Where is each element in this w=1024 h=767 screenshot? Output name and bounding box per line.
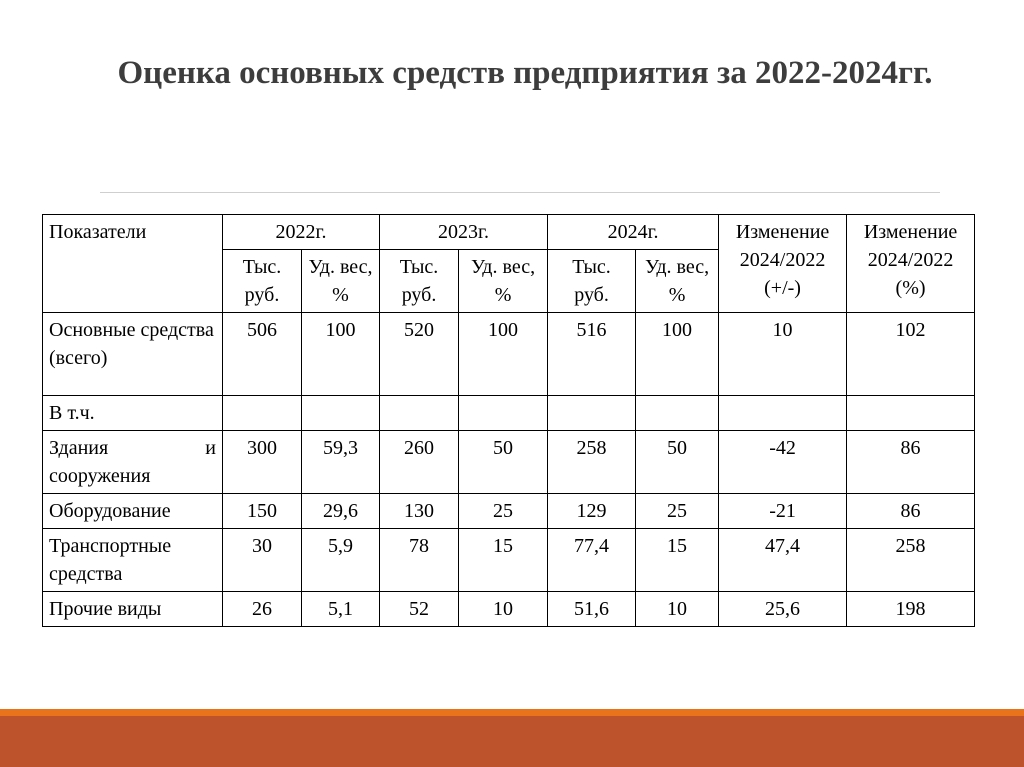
row-label: Основные средства (всего) xyxy=(43,313,223,396)
title-divider xyxy=(100,192,940,193)
table-cell: 30 xyxy=(223,529,302,592)
table-cell: 130 xyxy=(380,494,459,529)
row-label: В т.ч. xyxy=(43,396,223,431)
header-change-abs: Изменение 2024/2022 (+/-) xyxy=(719,215,847,313)
table-cell: 258 xyxy=(548,431,636,494)
table-cell: 25 xyxy=(636,494,719,529)
row-label: Оборудование xyxy=(43,494,223,529)
table-cell: 100 xyxy=(459,313,548,396)
table-row xyxy=(43,313,975,396)
table-cell: 15 xyxy=(636,529,719,592)
table-cell: 516 xyxy=(548,313,636,396)
table-cell: 15 xyxy=(459,529,548,592)
table-row xyxy=(43,431,975,494)
table-cell: 25 xyxy=(459,494,548,529)
table-cell: 258 xyxy=(847,529,975,592)
header-year-2023: 2023г. xyxy=(380,215,548,250)
table-cell: 52 xyxy=(380,592,459,627)
table-cell: 129 xyxy=(548,494,636,529)
table-cell: 102 xyxy=(847,313,975,396)
table-cell: 520 xyxy=(380,313,459,396)
table-cell: 150 xyxy=(223,494,302,529)
table-cell: 10 xyxy=(459,592,548,627)
table-cell xyxy=(302,396,380,431)
table-cell: 77,4 xyxy=(548,529,636,592)
table-cell: 86 xyxy=(847,431,975,494)
page-title: Оценка основных средств предприятия за 2022-2024гг. xyxy=(117,55,933,91)
table-cell: 5,9 xyxy=(302,529,380,592)
table-row xyxy=(43,396,975,431)
table-cell: 260 xyxy=(380,431,459,494)
header-unit: Тыс. руб. xyxy=(223,250,302,313)
footer-accent-stripe xyxy=(0,709,1024,716)
table-row xyxy=(43,494,975,529)
table-cell: 78 xyxy=(380,529,459,592)
header-unit: Тыс. руб. xyxy=(548,250,636,313)
table-cell: 29,6 xyxy=(302,494,380,529)
table-cell: 300 xyxy=(223,431,302,494)
fixed-assets-table xyxy=(42,214,975,627)
table-cell: 50 xyxy=(459,431,548,494)
table-cell: 51,6 xyxy=(548,592,636,627)
table-cell: -21 xyxy=(719,494,847,529)
table-cell xyxy=(636,396,719,431)
table-cell: 47,4 xyxy=(719,529,847,592)
table-cell xyxy=(548,396,636,431)
header-unit: Тыс. руб. xyxy=(380,250,459,313)
footer-accent-bar xyxy=(0,716,1024,767)
header-year-2024: 2024г. xyxy=(548,215,719,250)
table-cell: 26 xyxy=(223,592,302,627)
table-cell: 10 xyxy=(719,313,847,396)
header-change-pct: Изменение 2024/2022 (%) xyxy=(847,215,975,313)
table-cell: 25,6 xyxy=(719,592,847,627)
table-cell xyxy=(719,396,847,431)
header-year-2022: 2022г. xyxy=(223,215,380,250)
table-cell: 10 xyxy=(636,592,719,627)
table-cell xyxy=(459,396,548,431)
table-row xyxy=(43,592,975,627)
table-cell: 86 xyxy=(847,494,975,529)
table-cell: 59,3 xyxy=(302,431,380,494)
table-cell: 5,1 xyxy=(302,592,380,627)
table-cell xyxy=(223,396,302,431)
table-cell: 50 xyxy=(636,431,719,494)
table-cell: -42 xyxy=(719,431,847,494)
row-label: Здания и сооружения xyxy=(43,431,223,494)
header-share: Уд. вес, % xyxy=(302,250,380,313)
header-row-years xyxy=(43,215,975,250)
row-label: Транспортные средства xyxy=(43,529,223,592)
header-indicator: Показатели xyxy=(43,215,223,313)
table-cell xyxy=(847,396,975,431)
table-cell: 198 xyxy=(847,592,975,627)
table-row xyxy=(43,529,975,592)
table-cell: 506 xyxy=(223,313,302,396)
table-cell: 100 xyxy=(302,313,380,396)
row-label: Прочие виды xyxy=(43,592,223,627)
header-share: Уд. вес, % xyxy=(636,250,719,313)
table-cell xyxy=(380,396,459,431)
header-share: Уд. вес, % xyxy=(459,250,548,313)
table-cell: 100 xyxy=(636,313,719,396)
